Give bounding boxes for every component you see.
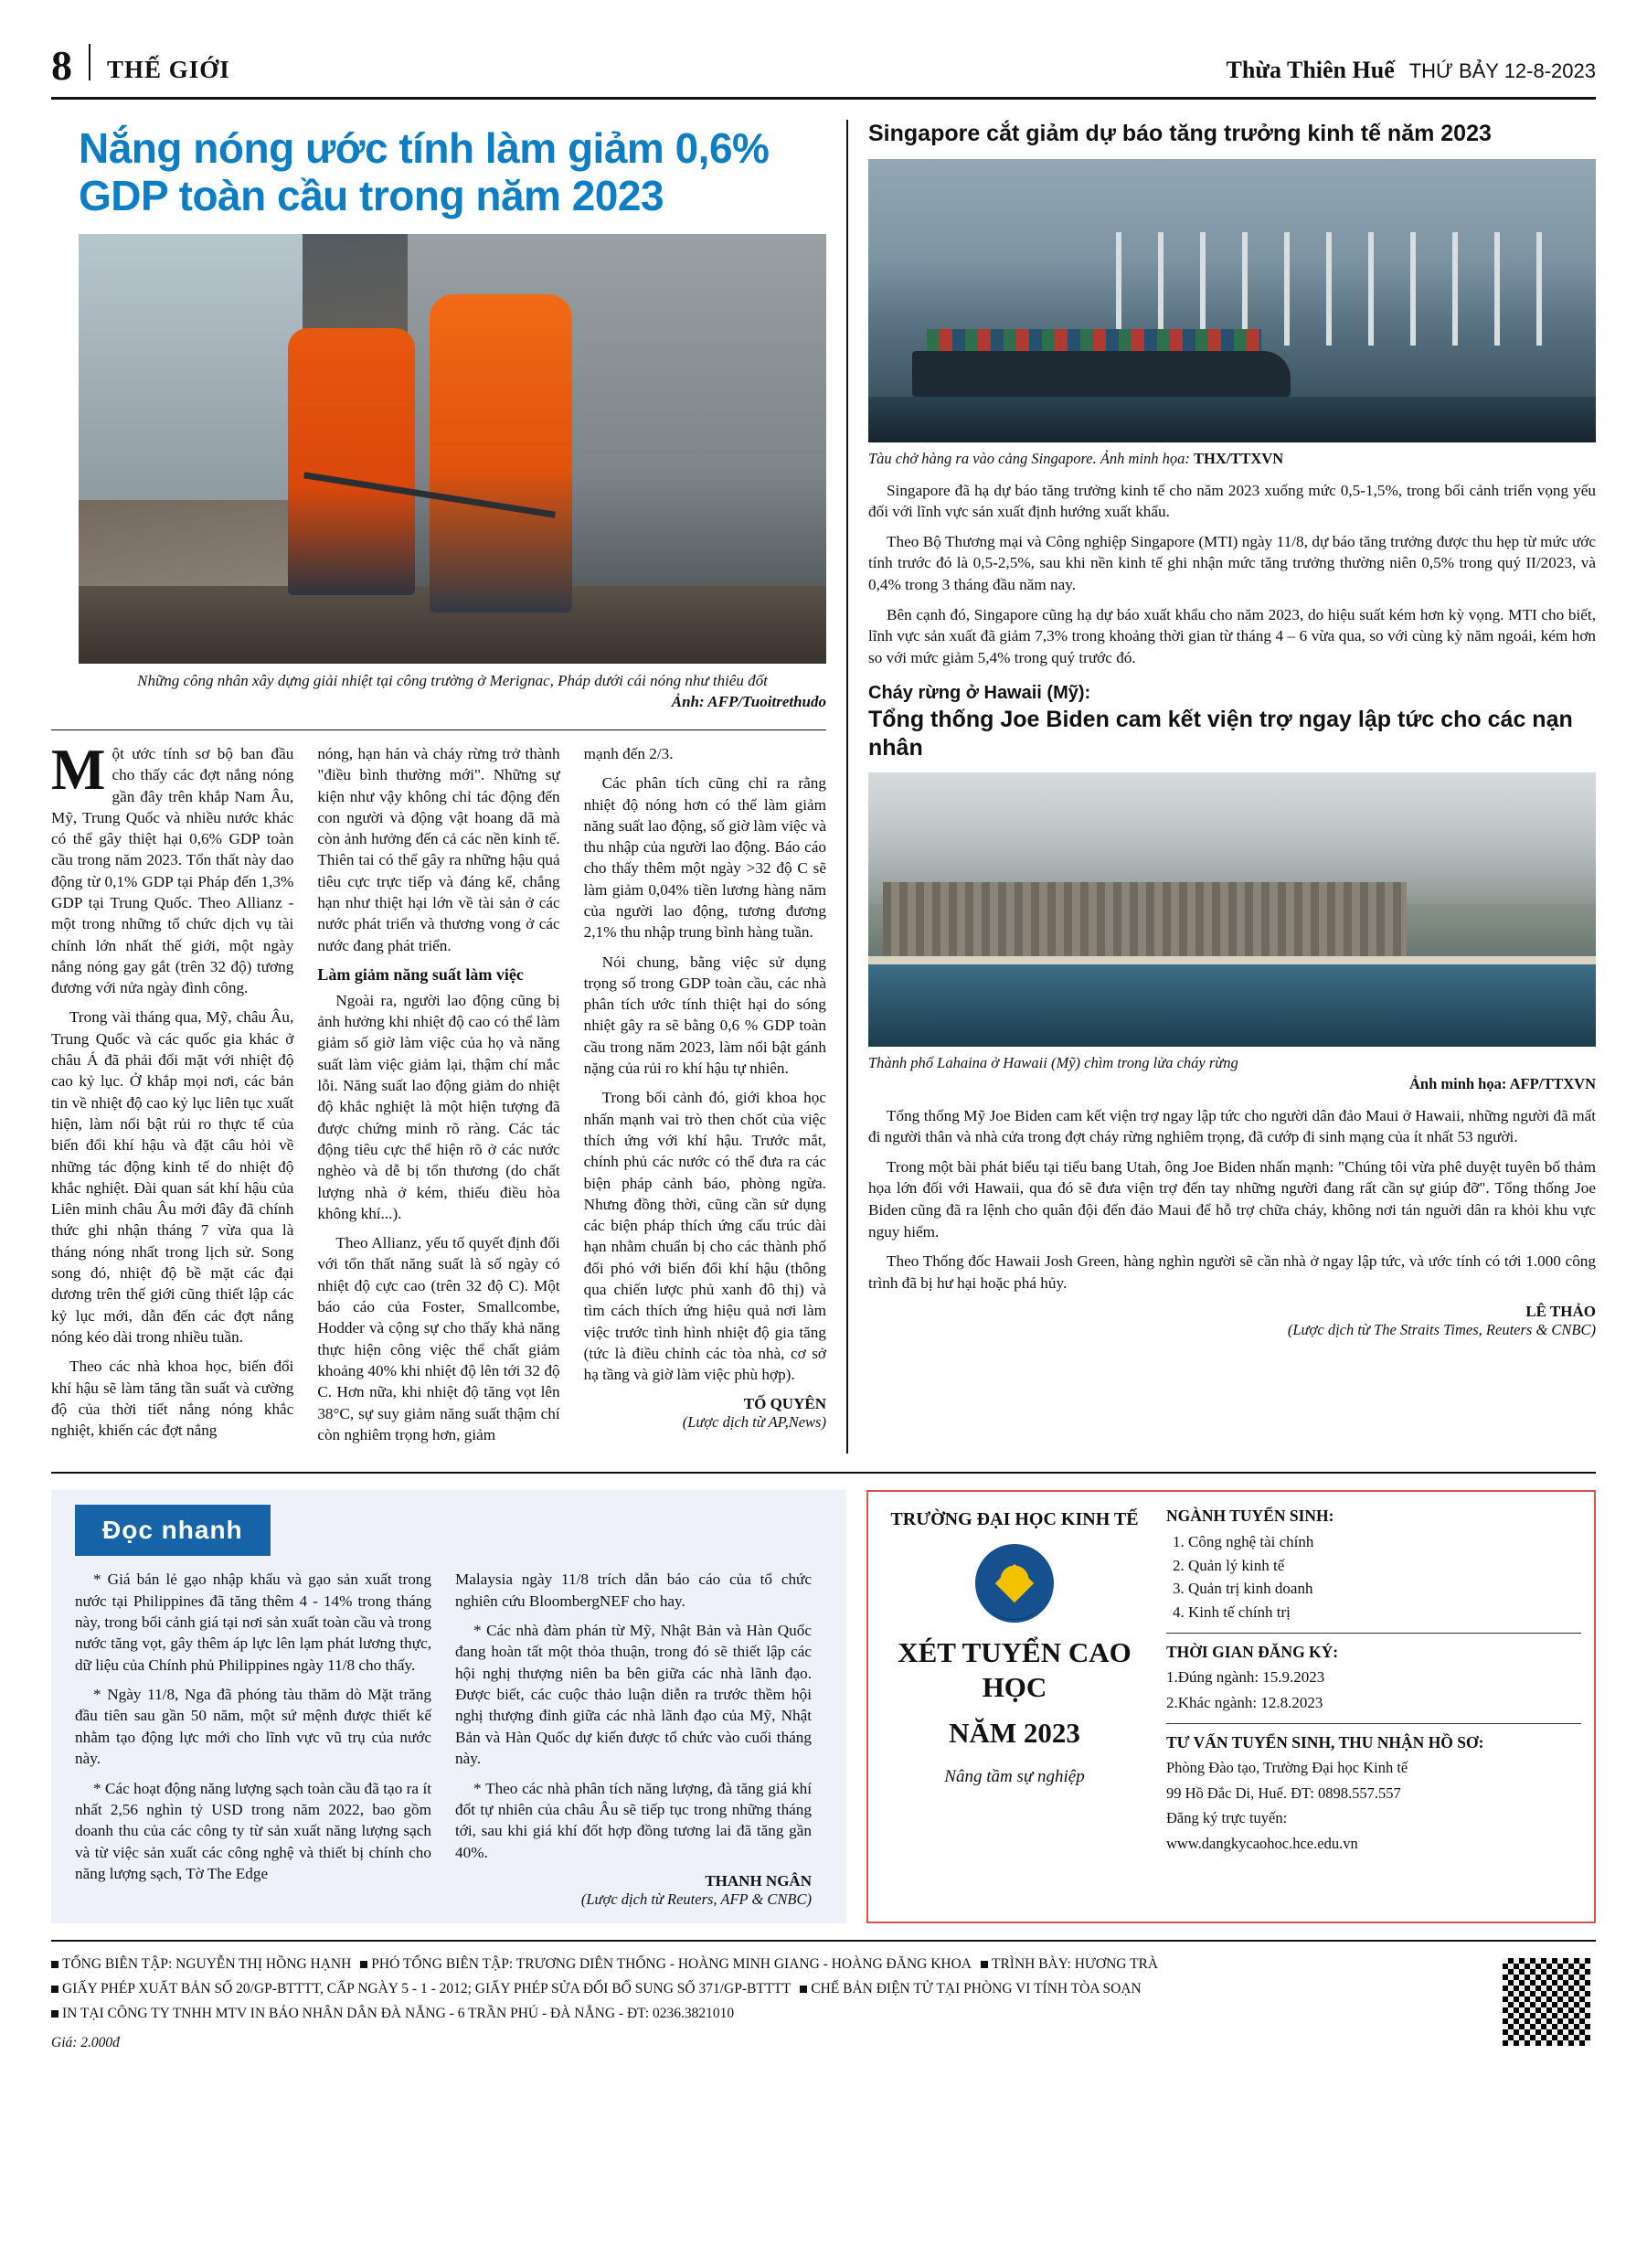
quick-read-columns	[51, 1569, 846, 1909]
bullet-icon	[51, 1986, 58, 1993]
ad-contact-line: Đăng ký trực tuyến:	[1166, 1809, 1288, 1827]
singapore-photo-credit: THX/TTXVN	[1194, 449, 1284, 467]
lead-headline: Nắng nóng ước tính làm giảm 0,6% GDP toàn cầu trong năm 2023	[79, 124, 770, 219]
quick-read-item: * Theo các nhà phân tích năng lượng, đà tăng giá khí đốt tự nhiên của châu Âu sẽ tiếp tục trong những tháng tới, sau khi giá khí đốt hợp đồng tương lai đã tăng gần 40%.	[455, 1779, 812, 1861]
lead-paragraph: Theo Allianz, yếu tố quyết định đối với tổn thất năng suất là số ngày có nhiệt độ cực cao (trên 32 độ C). Một báo cáo của Foster, Smallcombe, Hodder và cộng sự cho thấy khả năng thực hiện công việc thể chất giảm khoảng 40% khi nhiệt độ lên tới 32 độ C. Hơn nữa, khi nhiệt độ tăng vọt lên 38°C, sự suy giảm năng suất thậm chí còn nghiêm trọng hơn, giảm	[317, 1234, 560, 1443]
hawaii-paragraph: Tổng thống Mỹ Joe Biden cam kết viện trợ ngay lập tức cho người dân đảo Maui ở Hawaii, những người đã mất đi người thân và nhà cửa trong đợt cháy rừng nghiêm trọng, đã cướp đi sinh mạng của ít nhất 53 người.	[868, 1106, 1596, 1146]
hawaii-headline: Tổng thống Joe Biden cam kết viện trợ ngay lập tức cho các nạn nhân	[868, 707, 1573, 761]
right-column	[848, 120, 1596, 1453]
singapore-paragraph: Theo Bộ Thương mại và Công nghiệp Singapore (MTI) ngày 11/8, dự báo tăng trưởng được thu hẹp từ mức ước tính trước đó là 0,5-2,5%, sau khi nền kinh tế ghi nhận mức tăng trưởng thường niên 0,5% trong quý II/2023, và 0,4% trong 3 tháng đầu năm nay.	[868, 532, 1596, 594]
bullet-icon	[981, 1961, 988, 1968]
ad-time-heading: THỜI GIAN ĐĂNG KÝ:	[1166, 1643, 1339, 1662]
hawaii-byline	[868, 1303, 1596, 1339]
ad-majors-heading: NGÀNH TUYỂN SINH:	[1166, 1507, 1334, 1526]
singapore-headline: Singapore cắt giảm dự báo tăng trưởng kinh tế năm 2023	[868, 121, 1492, 146]
lead-paragraph-text: ột ước tính sơ bộ ban đầu cho thấy các đợt nắng nóng gần đây trên khắp Nam Âu, Mỹ, Trung Quốc và nhiều nước khác có thể gây thiệt hại 0,6% GDP toàn cầu trong năm 2023. Tổn thất này dao động từ 0,1% GDP tại Pháp đến 1,3% GDP tại Trung Quốc. Theo Allianz - một trong những tổ chức dịch vụ tài chính lớn nhất thế giới, một ngày nắng nóng gay gắt (trên 32 độ) tương đương với nửa ngày đình công.	[51, 744, 294, 997]
bullet-icon	[51, 2010, 58, 2018]
hawaii-byline-source: (Lược dịch từ The Straits Times, Reuters & CNBC)	[1287, 1321, 1596, 1339]
lead-byline-name: TỐ QUYÊN	[743, 1394, 826, 1412]
quick-read-banner: Đọc nhanh	[75, 1505, 271, 1556]
footer-row	[51, 1953, 1158, 1977]
bullet-icon	[800, 1986, 807, 1993]
lead-paragraph: Theo các nhà khoa học, biến đổi khí hậu sẽ làm tăng tần suất và cường độ của thời tiết nắng nóng khắc nghiệt, khiến các đợt nắng	[51, 1358, 294, 1440]
lead-paragraph: mạnh đến 2/3.	[583, 744, 674, 762]
hawaii-byline-name: LÊ THẢO	[1525, 1303, 1596, 1321]
masthead	[51, 41, 1596, 100]
ad-major-item: 2. Quản lý kinh tế	[1188, 1554, 1581, 1578]
singapore-photo-caption	[868, 449, 1596, 469]
hawaii-photo	[868, 772, 1596, 1047]
ad-university-name: TRƯỜNG ĐẠI HỌC KINH TẾ	[890, 1509, 1139, 1530]
quick-read-item: * Các hoạt động năng lượng sạch toàn cầu đã tạo ra ít nhất 2,56 nghìn tỷ USD trong năm 2022, bao gồm doanh thu của các công ty từ sản xuất năng lượng sạch và từ việc sản xuất các công nghệ và thiết bị chính cho năng lượng sạch, Tờ The Edge	[75, 1779, 431, 1883]
advertisement[interactable]	[866, 1490, 1596, 1923]
ad-contact-url[interactable]: www.dangkycaohoc.hce.edu.vn	[1166, 1834, 1358, 1852]
bullet-icon	[360, 1961, 367, 1968]
lead-paragraph: Nói chung, bằng việc sử dụng trọng số trong GDP toàn cầu, các nhà phân tích ước tính thiệt hại do sóng nhiệt gây ra sẽ bằng 0,6 % GDP toàn cầu trong năm 2023, làm nổi bật gánh nặng của rủi ro khí hậu tự nhiên.	[583, 953, 826, 1078]
ad-left-panel	[877, 1501, 1152, 1912]
singapore-paragraph: Bên cạnh đó, Singapore cũng hạ dự báo xuất khẩu cho năm 2023, do hiệu suất kém hơn kỳ vọng. MTI cho biết, lĩnh vực sản xuất đã giảm 7,3% trong khoảng thời gian từ tháng 4 – 6 vừa qua, so với cùng kỳ năm ngoái, kém hơn so với mức giảm 5,4% trong quý trước đó.	[868, 605, 1596, 666]
footer-row	[51, 1977, 1158, 2002]
lead-column-2	[317, 743, 559, 1453]
ad-majors-list	[1166, 1530, 1581, 1624]
ad-major-item: 1. Công nghệ tài chính	[1188, 1530, 1581, 1554]
ad-major-item: 3. Quản trị kinh doanh	[1188, 1577, 1581, 1601]
masthead-right	[1227, 57, 1596, 84]
lead-photo	[79, 234, 826, 664]
ad-title-line1: XÉT TUYỂN CAO HỌC	[898, 1636, 1132, 1703]
page-number: 8	[51, 41, 72, 89]
drop-cap: M	[51, 737, 106, 802]
ad-contact-line: Phòng Đào tạo, Trường Đại học Kinh tế	[1166, 1759, 1408, 1777]
masthead-divider	[89, 44, 90, 80]
ad-right-panel	[1152, 1501, 1585, 1912]
quick-read-item: * Ngày 11/8, Nga đã phóng tàu thăm dò Mặt trăng đầu tiên sau gần 50 năm, một sứ mệnh được thiết kế nhằm tạo động lực mới cho lĩnh vực vũ trụ của nước này.	[75, 1686, 431, 1768]
singapore-photo	[868, 159, 1596, 442]
ad-time-item: 2.Khác ngành: 12.8.2023	[1166, 1694, 1323, 1712]
footer-text: TRÌNH BÀY: HƯƠNG TRÀ	[991, 1956, 1159, 1973]
ad-contact-heading: TƯ VẤN TUYỂN SINH, THU NHẬN HỒ SƠ:	[1166, 1733, 1484, 1752]
footer-imprint	[51, 1953, 1158, 2056]
ad-divider	[1166, 1723, 1581, 1724]
lead-byline	[584, 1395, 826, 1432]
lead-byline-source: (Lược dịch từ AP,News)	[682, 1412, 826, 1431]
footer-text: CHẾ BẢN ĐIỆN TỬ TẠI PHÒNG VI TÍNH TÒA SOẠN	[811, 1980, 1142, 1996]
lead-paragraph	[51, 737, 294, 999]
masthead-left	[51, 41, 230, 89]
issue-date: THỨ BẢY 12-8-2023	[1408, 59, 1596, 82]
lead-photo-credit: Ảnh: AFP/Tuoitrethudo	[671, 692, 826, 710]
ad-slogan: Nâng tầm sự nghiệp	[944, 1766, 1085, 1786]
quick-read-byline	[455, 1872, 812, 1909]
singapore-caption-text: Tàu chở hàng ra vào cảng Singapore. Ảnh minh họa:	[868, 449, 1195, 467]
quick-read-column-2	[455, 1569, 812, 1909]
university-logo-icon	[975, 1544, 1054, 1623]
footer-text: TỔNG BIÊN TẬP: NGUYỄN THỊ HỒNG HẠNH	[62, 1956, 352, 1973]
section-title: THẾ GIỚI	[107, 56, 230, 83]
hawaii-photo-caption	[868, 1053, 1596, 1094]
lead-column-3	[584, 743, 826, 1453]
page-footer	[51, 1940, 1596, 2056]
lead-subheading: Làm giảm năng suất làm việc	[317, 964, 524, 984]
footer-price: Giá: 2.000đ	[51, 2035, 120, 2051]
lead-photo-caption	[79, 671, 826, 713]
footer-text: PHÓ TỔNG BIÊN TẬP: TRƯƠNG DIÊN THỐNG - HOÀNG MINH GIANG - HOÀNG ĐĂNG KHOA	[371, 1956, 972, 1973]
main-content	[51, 120, 1596, 1453]
ad-major-item: 4. Kinh tế chính trị	[1188, 1601, 1581, 1624]
lead-column-1	[51, 737, 294, 1453]
footer-text: IN TẠI CÔNG TY TNHH MTV IN BÁO NHÂN DÂN ĐÀ NẴNG - 6 TRẦN PHÚ - ĐÀ NẴNG - ĐT: 0236.3821010	[62, 2005, 735, 2021]
lead-caption-text: Những công nhân xây dựng giải nhiệt tại công trường ở Merignac, Pháp dưới cái nóng như thiêu đốt	[137, 672, 768, 690]
paper-name: Thừa Thiên Huế	[1226, 57, 1395, 83]
ad-contact-line: 99 Hồ Đắc Di, Huế. ĐT: 0898.557.557	[1166, 1784, 1401, 1802]
hawaii-photo-credit: Ảnh minh họa: AFP/TTXVN	[1408, 1074, 1596, 1092]
qr-code-icon[interactable]	[1497, 1953, 1596, 2051]
hawaii-paragraph: Theo Thống đốc Hawaii Josh Green, hàng nghìn người sẽ cần nhà ở ngay lập tức, và ước tính có tới 1.000 công trình đã bị hư hại hoặc phá hủy.	[868, 1252, 1596, 1292]
bullet-icon	[51, 1961, 58, 1968]
lead-article	[51, 120, 846, 1453]
hawaii-caption-text: Thành phố Lahaina ở Hawaii (Mỹ) chìm trong lửa cháy rừng	[868, 1054, 1238, 1072]
lead-paragraph: Các phân tích cũng chỉ ra rằng nhiệt độ nóng hơn có thể làm giảm năng suất lao động, số giờ làm việc và thu nhập của người lao động. Báo cáo cho thấy thêm một ngày >32 độ C sẽ làm giảm 0,04% tiền lương hàng năm của người lao động, tương đương 2,1% thu nhập trung bình hàng tuần.	[583, 774, 826, 942]
hawaii-paragraph: Trong một bài phát biểu tại tiểu bang Utah, ông Joe Biden nhấn mạnh: "Chúng tôi vừa phê duyệt tuyên bố thảm họa lớn đối với Hawaii, qua đó sẽ đưa viện trợ đến tay những người đang rất cần sự giúp đỡ". Tổng thống Joe Biden cũng đã ra lệnh cho quân đội đến đảo Maui để hỗ trợ chữa cháy, không nơi tán nguời dân ra khỏi khu vực nguy hiểm.	[868, 1157, 1596, 1240]
quick-read-item: * Giá bán lẻ gạo nhập khẩu và gạo sản xuất trong nước tại Philippines đã tăng thêm 4 - 14% trong tháng này, trong bối cảnh giá tại nơi sản xuất toàn cầu và trong nước tăng vọt, gây thêm áp lực lên lạm phát lương thực, dữ liệu của Chính phủ Philippines ngày 11/8 cho thấy.	[75, 1571, 431, 1674]
bottom-section	[51, 1472, 1596, 1923]
quick-read-column-1	[75, 1569, 431, 1909]
lead-paragraph: Trong vài tháng qua, Mỹ, châu Âu, Trung Quốc và các quốc gia khác ở châu Á đã phải đối mặt với nhiệt độ cao kỷ lục. Ở khắp mọi nơi, các bản tin về nhiệt độ cao kỷ lục liên tục xuất hiện, làm nổi bật rủi ro thực tế của biến đổi khí hậu và đặt câu hỏi về những tác động kinh tế do nhiệt độ khắc nghiệt. Đài quan sát khí hậu của Liên minh châu Âu mới đây đã chính thức ghi nhận tháng 7 vừa qua là tháng nóng nhất trong lịch sử. Song song đó, nhiệt độ bề mặt các đại dương trên thế giới cũng thiết lập các kỷ lục mới, dẫn đến các đợt nắng nóng kéo dài trong nhiều tuần.	[51, 1008, 294, 1346]
ad-title-line2: NĂM 2023	[949, 1716, 1080, 1749]
quick-read-item: Malaysia ngày 11/8 trích dẫn báo cáo của tổ chức nghiên cứu BloombergNEF cho hay.	[455, 1571, 812, 1610]
ad-time-item: 1.Đúng ngành: 15.9.2023	[1166, 1668, 1325, 1687]
footer-row	[51, 2002, 1158, 2027]
quick-read-byline-source: (Lược dịch từ Reuters, AFP & CNBC)	[580, 1890, 812, 1909]
ad-divider	[1166, 1633, 1581, 1634]
quick-read-byline-name: THANH NGÂN	[705, 1872, 812, 1890]
lead-body-columns	[51, 729, 826, 1453]
lead-paragraph: Ngoài ra, người lao động cũng bị ảnh hưởng khi nhiệt độ cao có thể làm giảm số giờ làm việc của họ và năng suất làm việc giảm lại, thậm chí mắc lỗi. Năng suất lao động giảm do nhiệt độ khắc nghiệt là một hiện tượng đã được chứng minh rõ ràng. Các tác động tiêu cực thể hiện rõ ở các nước nghèo và dễ bị tổn thương (do chất lượng nhà ở kém, thiếu điều hòa không khí...).	[317, 991, 560, 1222]
quick-read-box	[51, 1490, 846, 1923]
hawaii-kicker: Cháy rừng ở Hawaii (Mỹ):	[868, 683, 1091, 704]
lead-paragraph: Trong bối cảnh đó, giới khoa học nhấn mạnh vai trò then chốt của việc thích ứng với khí hậu. Trước mắt, chính phủ các nước có thể đưa ra các biện pháp cảnh báo, phòng ngừa. Nhưng đồng thời, cũng cần sử dụng các biện pháp thích ứng cấu trúc dài hạn nhằm chuẩn bị cho các thành phố đối phó với biến đổi khí hậu (thông qua chiến lược phủ xanh đô thị) và tìm cách thích ứng hiệu quả nơi làm việc trước tình hình nhiệt độ gia tăng (tức là điều chỉnh các tòa nhà, cơ sở hạ tầng và giờ làm việc phù hợp).	[583, 1089, 826, 1384]
singapore-paragraph: Singapore đã hạ dự báo tăng trưởng kinh tế cho năm 2023 xuống mức 0,5-1,5%, trong bối cảnh triển vọng yếu đối với lĩnh vực sản xuất định hướng xuất khẩu.	[868, 481, 1596, 521]
quick-read-item: * Các nhà đàm phán từ Mỹ, Nhật Bản và Hàn Quốc đang hoàn tất một thỏa thuận, trong đó sẽ thiết lập các hội nghị thượng niên ba bên giữa các nhà lãnh đạo. Được biết, các cuộc thảo luận diễn ra trước thềm hội nghị thượng đỉnh giữa các nhà lãnh đạo của Mỹ, Nhật Bản và Hàn Quốc dự kiến được tổ chức vào cuối tháng này.	[455, 1621, 812, 1768]
lead-paragraph: nóng, hạn hán và cháy rừng trở thành "điều bình thường mới". Những sự kiện như vậy không chỉ tác động đến con người và động vật hoang dã mà còn ảnh hưởng đến cả các nền kinh tế. Thiên tai có thể gây ra những hậu quả tiêu cực trực tiếp và đáng kể, chẳng hạn như thiệt hại lớn về tài sản ở các nước phát triển và thương vong ở các nước đang phát triển.	[317, 744, 560, 954]
footer-text: GIẤY PHÉP XUẤT BẢN SỐ 20/GP-BTTTT, CẤP NGÀY 5 - 1 - 2012; GIẤY PHÉP SỬA ĐỔI BỔ SUNG SỐ 371/GP-BTTTT	[62, 1980, 792, 1996]
